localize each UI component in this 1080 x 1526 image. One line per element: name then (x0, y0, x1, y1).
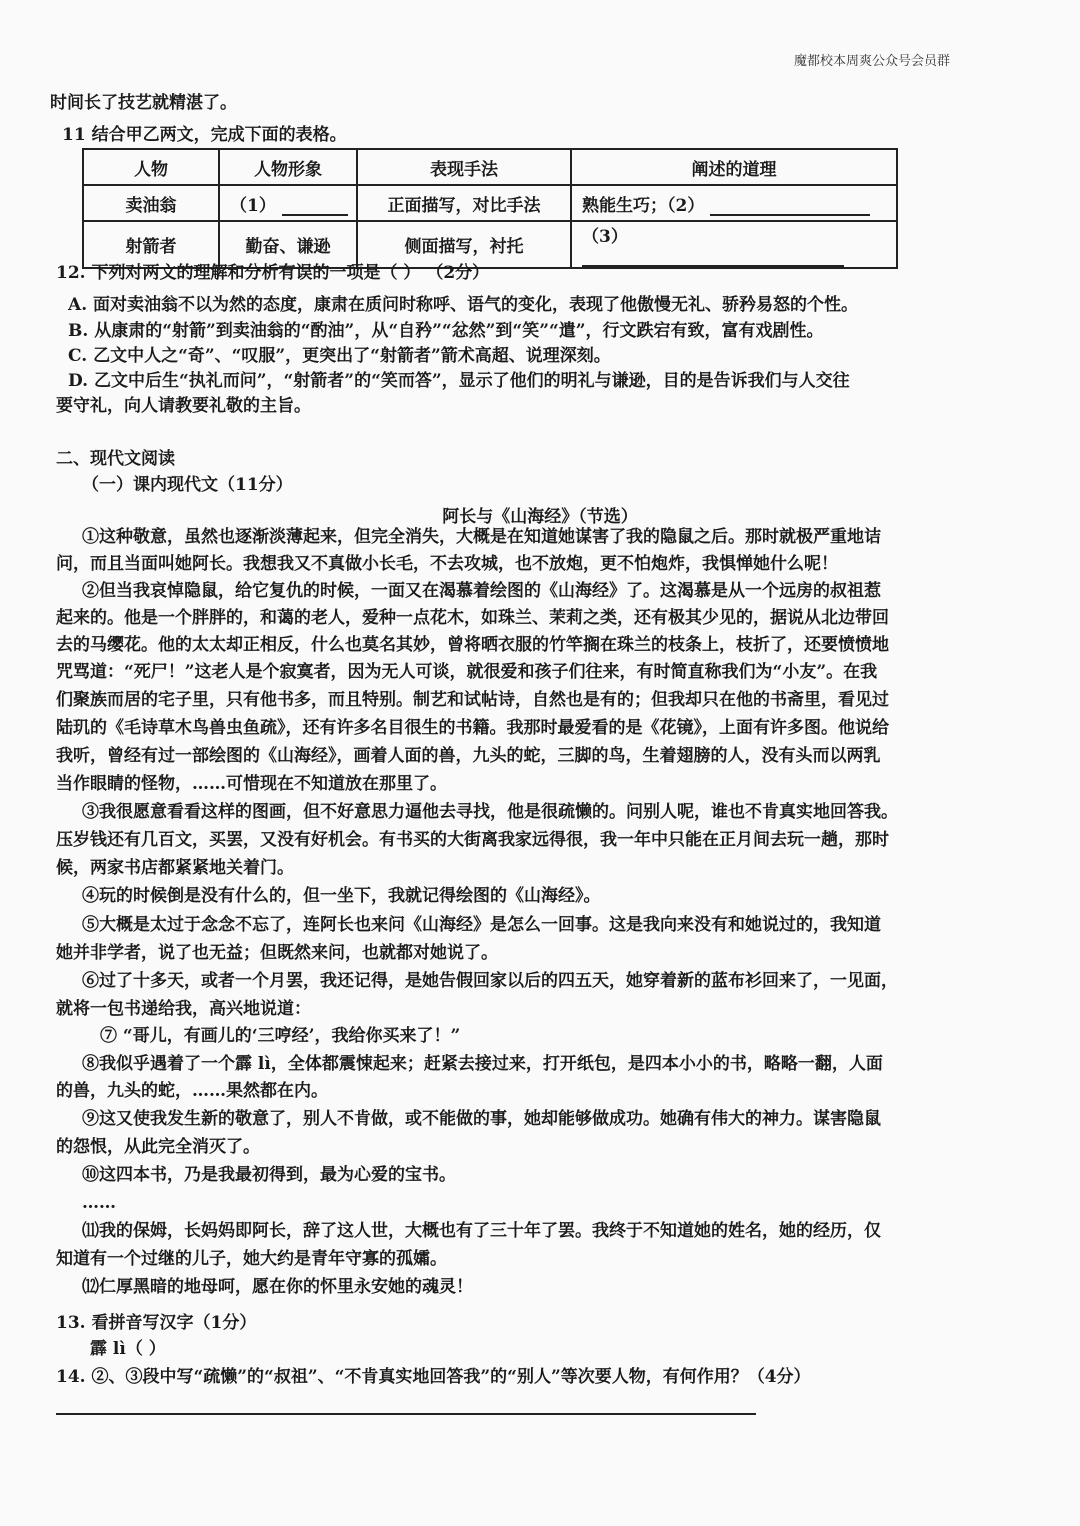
row2-reason-cell (571, 221, 897, 268)
passage-line: ⑾我的保姆，长妈妈即阿长，辞了这人世，大概也有了三十年了罢。我终于不知道她的姓名，她的经历，仅 (82, 1221, 881, 1241)
blank-2[interactable] (710, 196, 870, 216)
q14-answer-line[interactable] (56, 1413, 756, 1415)
passage-line: ⑧我似乎遇着了一个霹 lì，全体都震悚起来；赶紧去接过来，打开纸包，是四本小小的书，略略一翻，人面 (82, 1054, 883, 1074)
header-method: 表现手法 (357, 149, 571, 185)
section2-title: 二、现代文阅读 (56, 449, 175, 469)
q12-option-d-cont: 要守礼，向人请教要礼敬的主旨。 (56, 396, 311, 416)
header-image: 人物形象 (219, 149, 357, 185)
table-row (83, 221, 897, 268)
q12-option-a: A. 面对卖油翁不以为然的态度，康肃在质问时称呼、语气的变化，表现了他傲慢无礼、骄矜易怒的个性。 (68, 295, 859, 315)
passage-line: 去的马缨花。他的太太却正相反，什么也莫名其妙，曾将晒衣服的竹竿搁在珠兰的枝条上，枝折了，还要愤愤地 (56, 635, 889, 655)
watermark: 魔都校本周爽公众号会员群 (793, 54, 950, 69)
passage-line: ③我很愿意看看这样的图画，但不好意思力逼他去寻找，他是很疏懒的。问别人呢，谁也不肯真实地回答我。 (82, 802, 898, 822)
q12-option-d: D. 乙文中后生“执礼而问”，“射箭者”的“笑而答”，显示了他们的明礼与谦逊，目的是告诉我们与人交往 (68, 371, 850, 391)
passage-line: 咒骂道：“死尸！”这老人是个寂寞者，因为无人可谈，就很爱和孩子们往来，有时简直称我们为“小友”。在我 (56, 662, 878, 682)
passage-line: 问，而且当面叫她阿长。我想我又不真做小长毛，不去攻城，也不放炮，更不怕炮炸，我惧惮她什么呢！ (56, 554, 838, 574)
passage-line: 陆玑的《毛诗草木鸟兽虫鱼疏》，还有许多名目很生的书籍。我那时最爱看的是《花镜》，上面有许多图。他说给 (56, 718, 889, 738)
passage-line: ⑩这四本书，乃是我最初得到，最为心爱的宝书。 (82, 1165, 456, 1185)
passage-line: ⑦ “哥儿，有画儿的‘三哼经’，我给你买来了！” (100, 1026, 461, 1046)
q11-table (82, 148, 898, 269)
q12-option-b: B. 从康肃的“射箭”到卖油翁的“酌油”，从“自矜”“忿然”到“笑”“遣”，行文跌宕有致，富有戏剧性。 (68, 321, 824, 341)
passage-line: ⑤大概是太过于念念不忘了，连阿长也来问《山海经》是怎么一回事。这是我向来没有和她说过的，我知道 (82, 915, 881, 935)
intro-line: 时间长了技艺就精湛了。 (50, 93, 237, 113)
passage-line: ⑥过了十多天，或者一个月罢，我还记得，是她告假回家以后的四五天，她穿着新的蓝布衫回来了，一见面， (82, 971, 898, 991)
row1-reason-cell (571, 185, 897, 221)
passage-line: 就将一包书递给我，高兴地说道： (56, 999, 311, 1019)
passage-line: 候，两家书店都紧紧地关着门。 (56, 858, 294, 878)
row2-person: 射箭者 (83, 221, 219, 268)
header-reason: 阐述的道理 (571, 149, 897, 185)
row1-image: （1） (230, 195, 276, 216)
table-header-row (83, 149, 897, 185)
passage-line: 们聚族而居的宅子里，只有他书多，而且特别。制艺和试帖诗，自然也是有的；但我却只在他的书斋里，看见过 (56, 690, 889, 710)
section2-sub: （一）课内现代文（11分） (82, 475, 293, 495)
q11-prompt: 11 结合甲乙两文，完成下面的表格。 (62, 125, 347, 145)
row2-image: 勤奋、谦逊 (219, 221, 357, 268)
row1-reason: 熟能生巧；（2） (582, 195, 705, 216)
row2-reason: （3） (582, 227, 628, 247)
passage-line: ⑨这又使我发生新的敬意了，别人不肯做，或不能做的事，她却能够做成功。她确有伟大的神力。谋害隐鼠 (82, 1109, 881, 1129)
passage-line: ⑿仁厚黑暗的地母呵，愿在你的怀里永安她的魂灵！ (82, 1277, 473, 1297)
passage-line: 我听，曾经有过一部绘图的《山海经》，画着人面的兽，九头的蛇，三脚的鸟，生着翅膀的人，没有头而以两乳 (56, 746, 881, 766)
passage-line: ①这种敬意，虽然也逐渐淡薄起来，但完全消失，大概是在知道她谋害了我的隐鼠之后。那时就极严重地诘 (82, 527, 881, 547)
q13-item: 霹 lì（ ） (90, 1339, 166, 1359)
row1-image-cell (219, 185, 357, 221)
passage-line: 的怨恨，从此完全消灭了。 (56, 1137, 260, 1157)
row2-method: 侧面描写，衬托 (357, 221, 571, 268)
blank-1[interactable] (282, 196, 348, 216)
q14-prompt: 14. ②、③段中写“疏懒”的“叔祖”、“不肯真实地回答我”的“别人”等次要人物，有何作用？（4分） (56, 1367, 811, 1387)
blank-3[interactable] (582, 247, 844, 267)
header-person: 人物 (83, 149, 219, 185)
passage-line: 当作眼睛的怪物，……可惜现在不知道放在那里了。 (56, 774, 447, 794)
passage-line: 起来的。他是一个胖胖的，和蔼的老人，爱种一点花木，如珠兰、茉莉之类，还有极其少见的，据说从北边带回 (56, 608, 889, 628)
passage-title: 阿长与《山海经》（节选） (442, 507, 638, 527)
passage-line: ④玩的时候倒是没有什么的，但一坐下，我就记得绘图的《山海经》。 (82, 886, 601, 906)
row1-method: 正面描写，对比手法 (357, 185, 571, 221)
passage-line: 知道有一个过继的儿子，她大约是青年守寡的孤孀。 (56, 1249, 447, 1269)
passage-line: …… (82, 1193, 116, 1213)
q13-prompt: 13. 看拼音写汉字（1分） (56, 1313, 257, 1333)
table-row (83, 185, 897, 221)
row1-person: 卖油翁 (83, 185, 219, 221)
passage-line: 的兽，九头的蛇，……果然都在内。 (56, 1081, 328, 1101)
passage-line: 压岁钱还有几百文，买罢，又没有好机会。有书买的大街离我家远得很，我一年中只能在正月间去玩一趟，那时 (56, 830, 889, 850)
passage-line: ②但当我哀悼隐鼠，给它复仇的时候，一面又在渴慕着绘图的《山海经》了。这渴慕是从一个远房的叔祖惹 (82, 581, 881, 601)
passage-line: 她并非学者，说了也无益；但既然来问，也就都对她说了。 (56, 943, 498, 963)
q12-option-c: C. 乙文中人之“奇”、“叹服”，更突出了“射箭者”箭术高超、说理深刻。 (68, 346, 611, 366)
q12-prompt: 12. 下列对两文的理解和分析有误的一项是（ ） （2分） (56, 263, 490, 283)
